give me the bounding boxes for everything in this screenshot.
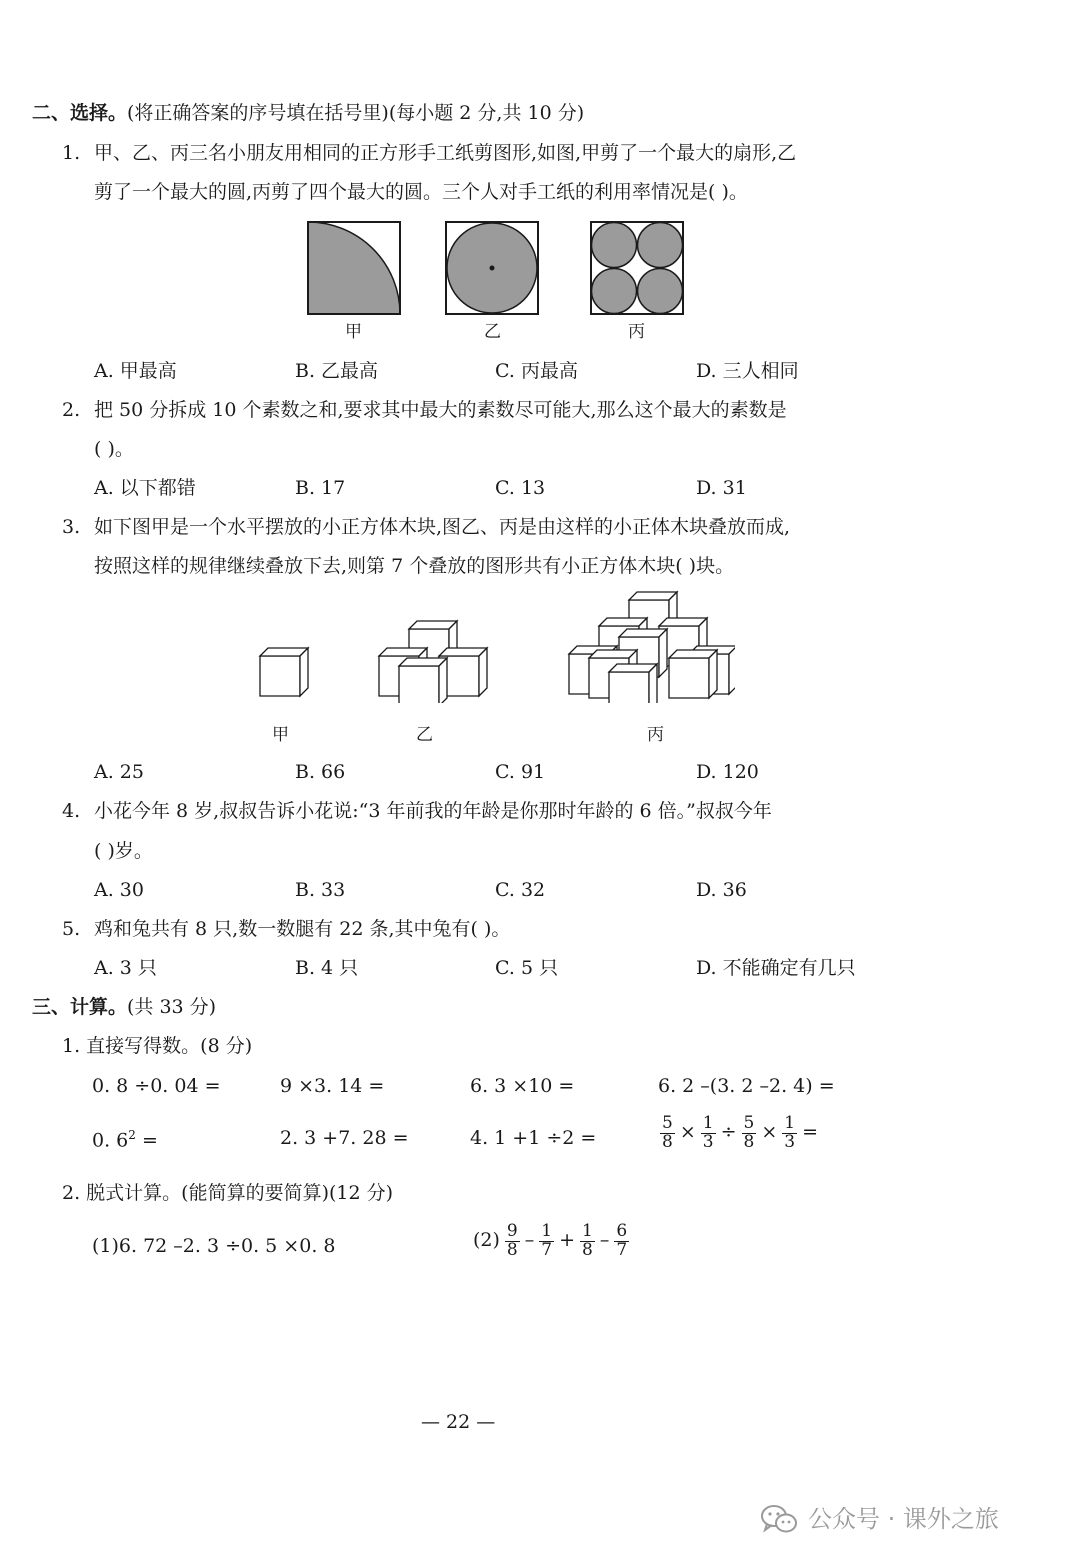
q4-option-d[interactable]: D. 36: [696, 879, 747, 901]
calc1-item-8-op-2: ÷: [720, 1121, 737, 1144]
section-3-heading: [32, 998, 216, 1017]
calc2-problem-2-fraction-3: $\frac{1}{8}$: [582, 1221, 593, 1260]
cube-stack-jia: [260, 648, 308, 696]
calc1-item-2: 9 ×3. 14 =: [280, 1075, 385, 1097]
q1-figure-quarter-sector: [306, 220, 402, 316]
calc2-problem-2-prefix: (2): [473, 1229, 500, 1252]
calc1-item-8-op-3: ×: [761, 1121, 778, 1144]
q1-text-line2: 剪了一个最大的圆,丙剪了四个最大的圆。三个人对手工纸的利用率情况是( )。: [94, 181, 748, 203]
calc1-item-8-fraction-1: $\frac{5}{8}$: [662, 1113, 673, 1152]
q3-option-a[interactable]: A. 25: [94, 761, 144, 783]
section-2-heading: [32, 104, 584, 123]
calc1-item-8-fraction-2: $\frac{1}{3}$: [702, 1113, 714, 1152]
q2-number: 2.: [62, 399, 81, 421]
q1-option-c[interactable]: C. 丙最高: [495, 360, 578, 382]
q1-option-b[interactable]: B. 乙最高: [295, 360, 379, 382]
q4-option-b[interactable]: B. 33: [295, 879, 346, 901]
q1-text-line1: 甲、乙、丙三名小朋友用相同的正方形手工纸剪图形,如图,甲剪了一个最大的扇形,乙: [94, 142, 797, 164]
q3-caption-yi: 乙: [416, 725, 433, 745]
q3-number: 3.: [62, 516, 81, 538]
q2-option-b[interactable]: B. 17: [295, 477, 346, 499]
calc2-problem-2-fraction-1: $\frac{9}{8}$: [506, 1221, 518, 1260]
section-2-note: (将正确答案的序号填在括号里)(每小题 2 分,共 10 分): [127, 102, 585, 124]
q5-number: 5.: [62, 918, 81, 940]
calc2-problem-1: (1)6. 72 –2. 3 ÷0. 5 ×0. 8: [92, 1235, 336, 1257]
q3-text-line2: 按照这样的规律继续叠放下去,则第 7 个叠放的图形共有小正方体木块( )块。: [94, 555, 735, 577]
watermark-text: 公众号 · 课外之旅: [808, 1505, 999, 1533]
calc2-problem-2-fraction-2: $\frac{1}{7}$: [541, 1221, 553, 1260]
calc2-label: 2. 脱式计算。(能简算的要简算)(12 分): [62, 1182, 394, 1204]
q4-option-c[interactable]: C. 32: [495, 879, 546, 901]
q1-figure-four-circles: [589, 220, 685, 316]
q3-cube-stacks-figure: [255, 588, 735, 703]
q2-option-a[interactable]: A. 以下都错: [94, 477, 196, 499]
wechat-icon: [760, 1503, 798, 1535]
q1-caption-bing: 丙: [628, 322, 645, 342]
calc1-item-5: [92, 1129, 158, 1150]
calc1-item-5-exponent: 2: [128, 1128, 136, 1142]
cube-stack-bing: [569, 592, 735, 703]
q5-text-line1: 鸡和兔共有 8 只,数一数腿有 22 条,其中兔有( )。: [94, 918, 511, 940]
q3-option-d[interactable]: D. 120: [696, 761, 759, 783]
q3-text-line1: 如下图甲是一个水平摆放的小正方体木块,图乙、丙是由这样的小正体木块叠放而成,: [94, 516, 791, 538]
calc1-item-7: 4. 1 +1 ÷2 =: [470, 1127, 597, 1149]
q3-caption-bing: 丙: [647, 725, 664, 745]
q5-option-c[interactable]: C. 5 只: [495, 957, 559, 979]
q4-option-a[interactable]: A. 30: [94, 879, 144, 901]
section-3-title: 三、计算。: [32, 996, 128, 1018]
calc1-item-8-fraction-4: $\frac{1}{3}$: [784, 1113, 796, 1152]
calc1-item-6: 2. 3 +7. 28 =: [280, 1127, 409, 1149]
cube-stack-yi: [379, 621, 487, 703]
calc2-problem-2-op-1: –: [524, 1229, 535, 1252]
calc1-item-8-equals: =: [802, 1121, 818, 1144]
calc1-item-5-base: 0. 6: [92, 1129, 129, 1152]
q5-option-a[interactable]: A. 3 只: [94, 957, 157, 979]
q1-caption-jia: 甲: [345, 322, 362, 342]
q2-text-line2: ( )。: [94, 438, 134, 460]
q3-option-b[interactable]: B. 66: [295, 761, 346, 783]
q3-option-c[interactable]: C. 91: [495, 761, 546, 783]
q4-text-line1: 小花今年 8 岁,叔叔告诉小花说:“3 年前我的年龄是你那时年龄的 6 倍。”叔叔今年: [94, 800, 772, 822]
calc1-item-8-fraction-3: $\frac{5}{8}$: [743, 1113, 755, 1152]
q3-caption-jia: 甲: [272, 725, 289, 745]
q5-option-d[interactable]: D. 不能确定有几只: [696, 957, 856, 979]
q2-option-d[interactable]: D. 31: [696, 477, 747, 499]
watermark: [760, 1503, 999, 1535]
calc1-item-8-op-1: ×: [679, 1121, 696, 1144]
q4-number: 4.: [62, 800, 81, 822]
q4-text-line2: ( )岁。: [94, 840, 153, 862]
calc1-item-8: [658, 1115, 821, 1152]
q1-figure-circle: [444, 220, 540, 316]
calc1-item-1: 0. 8 ÷0. 04 =: [92, 1075, 221, 1097]
q5-option-b[interactable]: B. 4 只: [295, 957, 359, 979]
q2-option-c[interactable]: C. 13: [495, 477, 546, 499]
calc1-item-3: 6. 3 ×10 =: [470, 1075, 575, 1097]
q1-caption-yi: 乙: [484, 322, 501, 342]
calc1-label: 1. 直接写得数。(8 分): [62, 1035, 253, 1057]
calc2-problem-2-fraction-4: $\frac{6}{7}$: [616, 1221, 628, 1260]
q1-number: 1.: [62, 142, 81, 164]
q2-text-line1: 把 50 分拆成 10 个素数之和,要求其中最大的素数尽可能大,那么这个最大的素数是: [94, 399, 787, 421]
calc1-item-5-tail: =: [135, 1129, 158, 1152]
section-3-note: (共 33 分): [127, 996, 217, 1018]
page-number: — 22 —: [421, 1411, 496, 1433]
calc1-item-4: 6. 2 –(3. 2 –2. 4) =: [658, 1075, 835, 1097]
calc2-problem-2: [470, 1223, 631, 1260]
q1-option-d[interactable]: D. 三人相同: [696, 360, 799, 382]
calc2-problem-2-op-2: +: [559, 1229, 575, 1252]
q1-option-a[interactable]: A. 甲最高: [94, 360, 177, 382]
section-2-title: 二、选择。: [32, 102, 128, 124]
calc2-problem-2-op-3: –: [599, 1229, 610, 1252]
